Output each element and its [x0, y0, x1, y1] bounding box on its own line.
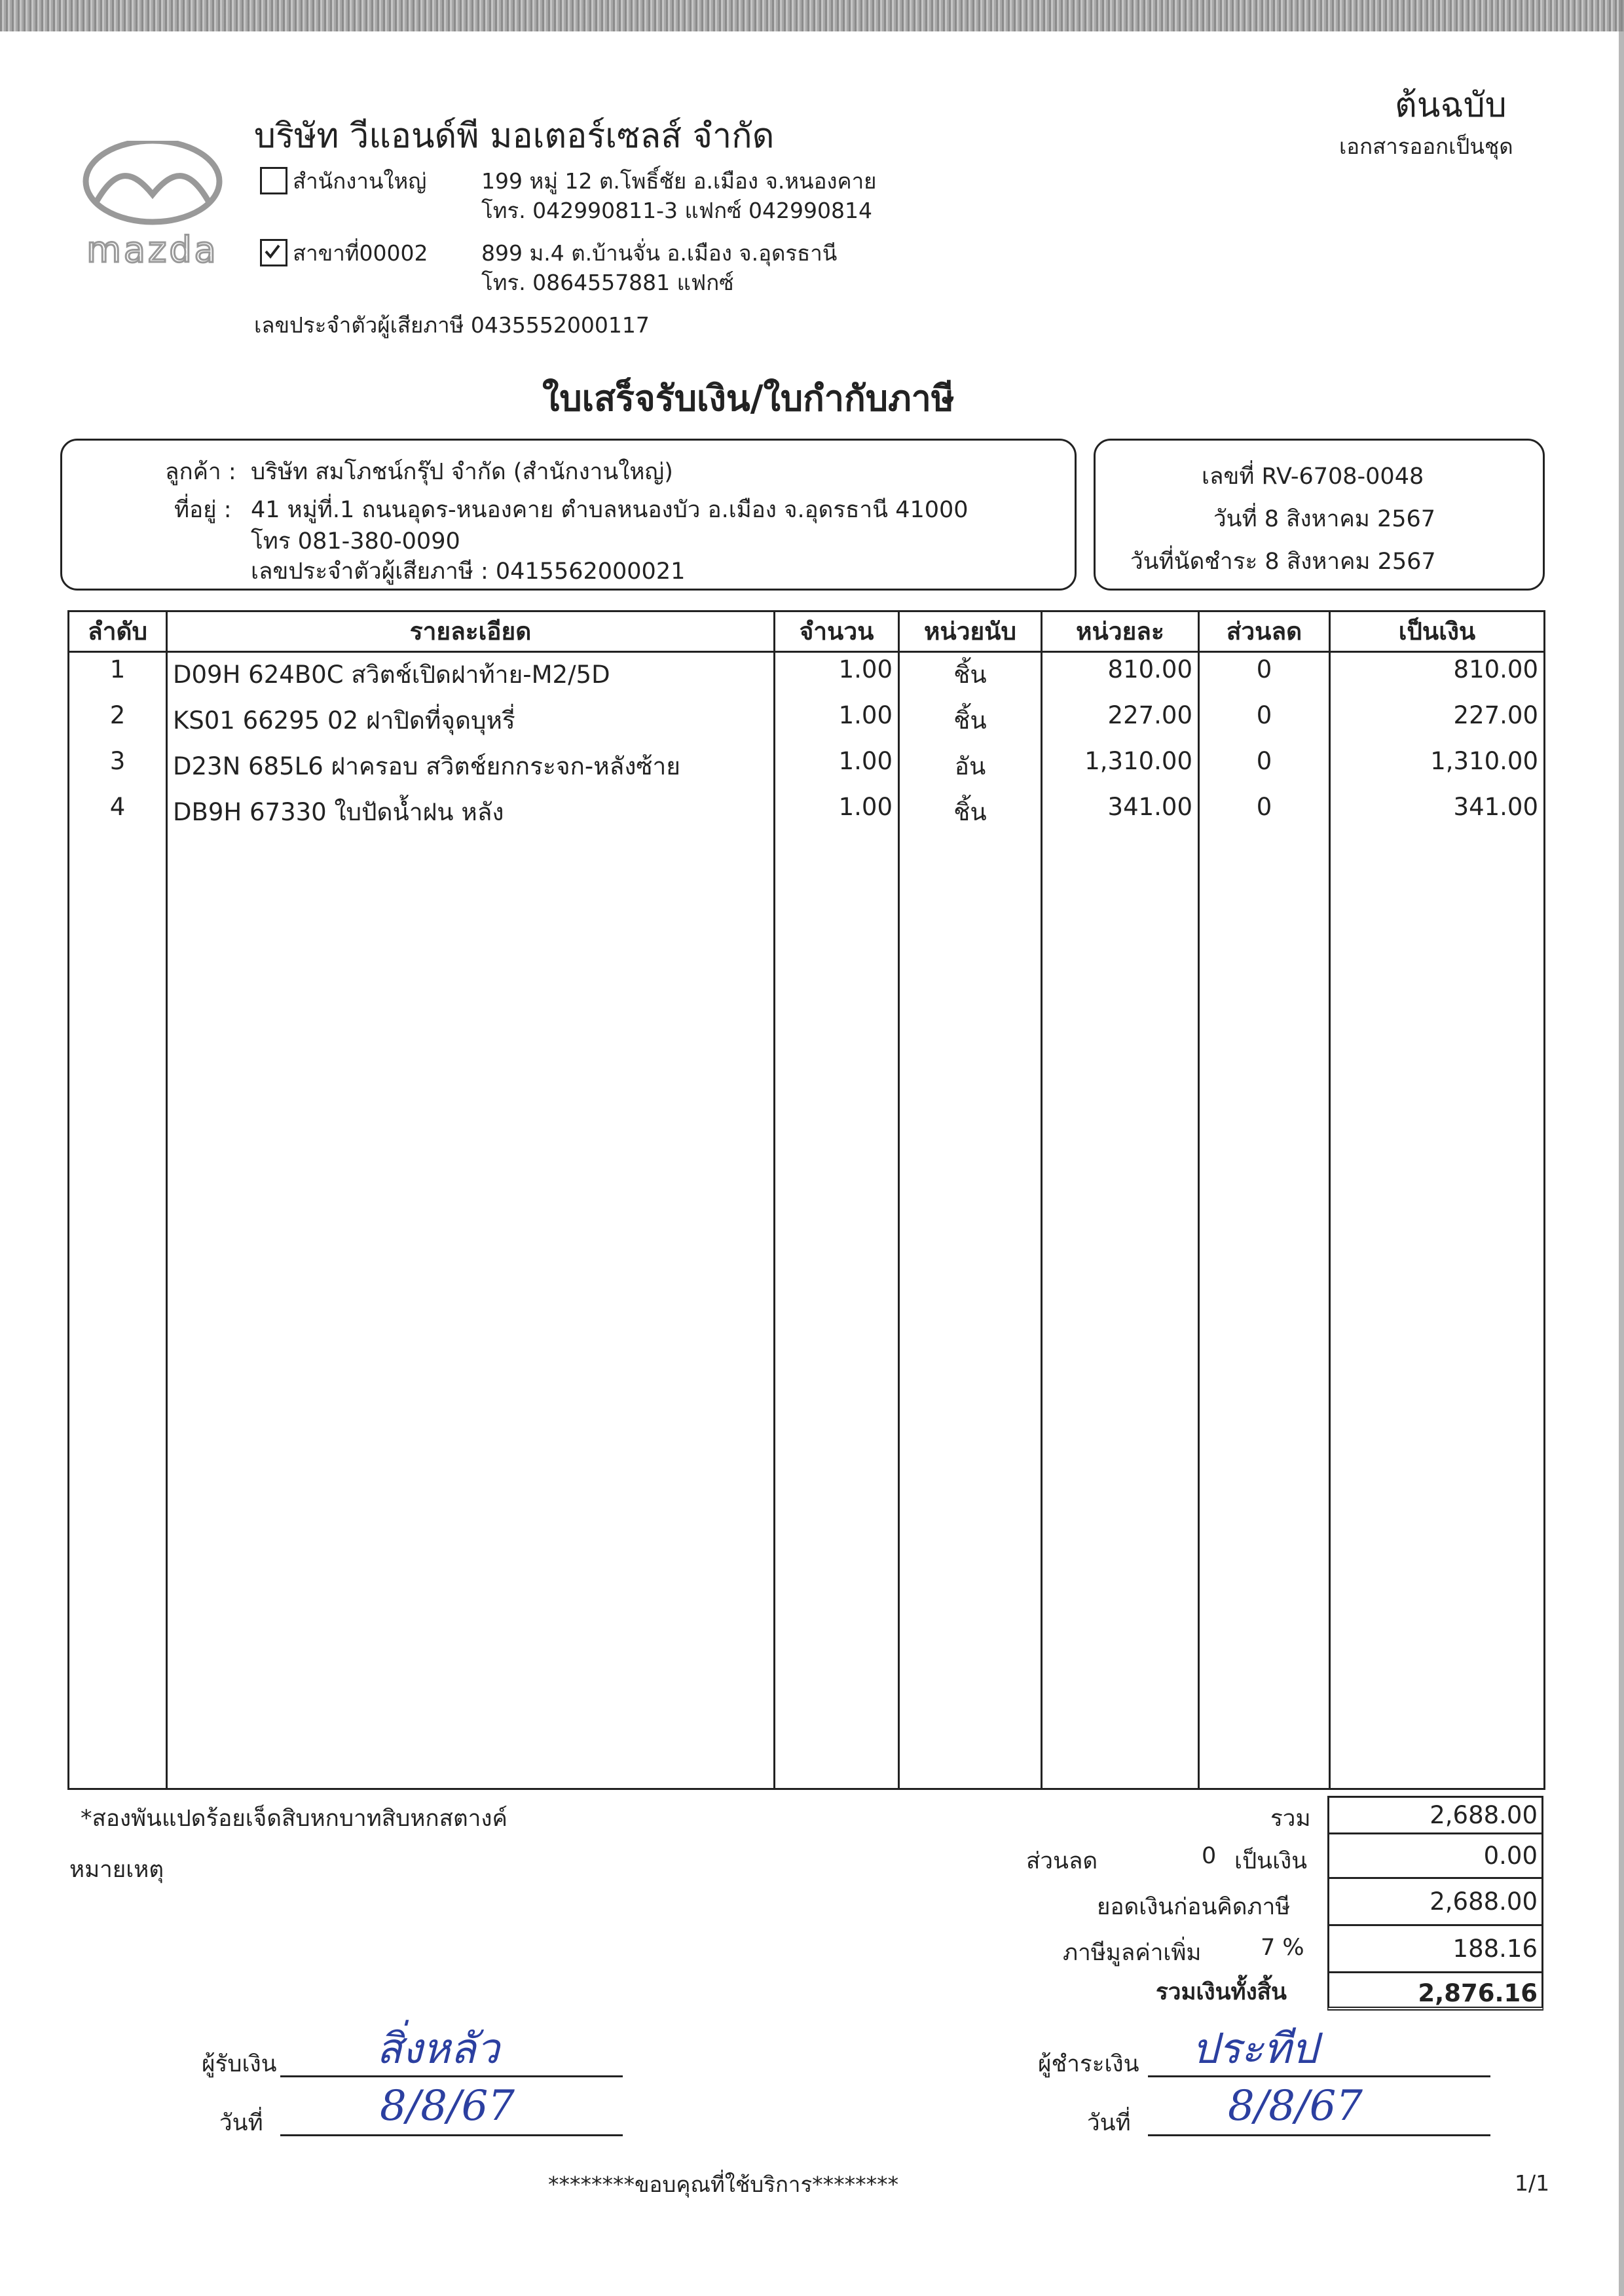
table-row — [69, 790, 1545, 836]
cell-unit-price: 1,310.00 — [1042, 744, 1199, 790]
cell-seq: 2 — [69, 699, 167, 744]
header-amount: เป็นเงิน — [1330, 611, 1545, 652]
cell-unit: ชิ้น — [899, 790, 1042, 836]
table-row — [69, 744, 1545, 790]
cell-amount: 1,310.00 — [1330, 744, 1545, 790]
header-discount: ส่วนลด — [1199, 611, 1330, 652]
table-row — [69, 652, 1545, 699]
vat-value: 188.16 — [1327, 1924, 1543, 1971]
pre-vat-label: ยอดเงินก่อนคิดภาษี — [1097, 1894, 1291, 1920]
discount-unit: เป็นเงิน — [1234, 1848, 1308, 1874]
branch-phone: โทร. 0864557881 แฟกซ์ — [481, 270, 734, 295]
receiver-label: ผู้รับเงิน — [202, 2051, 277, 2077]
payer-date-label: วันที่ — [1087, 2110, 1131, 2136]
address-label: ที่อยู่ : — [174, 497, 232, 523]
customer-address: 41 หมู่ที่.1 ถนนอุดร-หนองคาย ตำบลหนองบัว อ.เมือง จ.อุดรธานี 41000 — [251, 497, 969, 523]
branch-checkbox — [260, 239, 287, 266]
grand-total-label: รวมเงินทั้งสิ้น — [1156, 1979, 1287, 2005]
customer-phone: โทร 081-380-0090 — [251, 528, 460, 555]
cell-description: D09H 624B0C สวิตช์เปิดฝาท้าย-M2/5D — [167, 652, 775, 699]
branch-option — [260, 236, 428, 270]
cell-quantity: 1.00 — [775, 699, 899, 744]
customer-label: ลูกค้า : — [165, 459, 236, 485]
scan-edge-top — [0, 0, 1624, 31]
cell-quantity: 1.00 — [775, 790, 899, 836]
table-empty-space — [69, 836, 1545, 1789]
company-name: บริษัท วีแอนด์พี มอเตอร์เซลส์ จำกัด — [254, 117, 775, 156]
cell-unit-price: 810.00 — [1042, 652, 1199, 699]
receiver-date-line — [280, 2134, 623, 2136]
mazda-logo — [71, 141, 234, 274]
amount-in-words: *สองพันแปดร้อยเจ็ดสิบหกบาทสิบหกสตางค์ — [81, 1806, 507, 1832]
vat-rate: 7 % — [1261, 1935, 1304, 1961]
discount-percent: 0 — [1202, 1843, 1217, 1869]
company-tax-id: เลขประจำตัวผู้เสียภาษี 0435552000117 — [254, 312, 650, 338]
items-table — [67, 610, 1545, 1790]
thank-you-note: ********ขอบคุณที่ใช้บริการ******** — [548, 2172, 899, 2197]
header-description: รายละเอียด — [167, 611, 775, 652]
receiver-date-label: วันที่ — [219, 2110, 263, 2136]
header-unit-price: หน่วยละ — [1042, 611, 1199, 652]
customer-name: บริษัท สมโภชน์กรุ๊ป จำกัด (สำนักงานใหญ่) — [251, 459, 673, 485]
head-office-address: 199 หมู่ 12 ต.โพธิ์ชัย อ.เมือง จ.หนองคาย — [481, 168, 877, 194]
head-office-checkbox — [260, 167, 287, 194]
cell-seq: 1 — [69, 652, 167, 699]
cell-quantity: 1.00 — [775, 744, 899, 790]
logo-wordmark: mazda — [86, 229, 219, 270]
copy-label: ต้นฉบับ — [1395, 86, 1507, 125]
table-header-row — [69, 611, 1545, 652]
customer-tax-id: เลขประจำตัวผู้เสียภาษี : 0415562000021 — [251, 558, 686, 585]
checkmark-icon — [263, 242, 282, 261]
discount-value: 0.00 — [1327, 1832, 1543, 1877]
cell-unit: ชิ้น — [899, 652, 1042, 699]
header-seq: ลำดับ — [69, 611, 167, 652]
header-unit: หน่วยนับ — [899, 611, 1042, 652]
page-number: 1/1 — [1515, 2170, 1550, 2196]
cell-description: KS01 66295 02 ฝาปิดที่จุดบุหรี่ — [167, 699, 775, 744]
payer-date: 8/8/67 — [1228, 2082, 1363, 2130]
payer-signature: ประทีป — [1192, 2025, 1318, 2073]
table-row — [69, 699, 1545, 744]
discount-label: ส่วนลด — [1026, 1848, 1098, 1874]
branch-address: 899 ม.4 ต.บ้านจั่น อ.เมือง จ.อุดรธานี — [481, 240, 838, 266]
grand-total-value: 2,876.16 — [1327, 1971, 1543, 2011]
document-title: ใบเสร็จรับเงิน/ใบกำกับภาษี — [542, 378, 955, 419]
due-date: วันที่นัดชำระ 8 สิงหาคม 2567 — [1130, 549, 1436, 575]
payer-date-line — [1148, 2134, 1490, 2136]
receiver-date: 8/8/67 — [380, 2082, 515, 2130]
cell-description: DB9H 67330 ใบปัดน้ำฝน หลัง — [167, 790, 775, 836]
head-office-phone: โทร. 042990811-3 แฟกซ์ 042990814 — [481, 198, 872, 223]
head-office-label: สำนักงานใหญ่ — [293, 168, 427, 194]
cell-amount: 810.00 — [1330, 652, 1545, 699]
document-number: เลขที่ RV-6708-0048 — [1202, 464, 1424, 490]
branch-label: สาขาที่00002 — [293, 240, 428, 266]
cell-unit-price: 227.00 — [1042, 699, 1199, 744]
mazda-emblem-icon — [71, 141, 234, 272]
head-office-option — [260, 164, 426, 198]
scan-edge-right — [1619, 0, 1624, 2296]
cell-discount: 0 — [1199, 744, 1330, 790]
cell-unit: ชิ้น — [899, 699, 1042, 744]
cell-unit-price: 341.00 — [1042, 790, 1199, 836]
copy-note: เอกสารออกเป็นชุด — [1339, 134, 1513, 159]
vat-label: ภาษีมูลค่าเพิ่ม — [1063, 1940, 1202, 1966]
header-quantity: จำนวน — [775, 611, 899, 652]
cell-seq: 3 — [69, 744, 167, 790]
cell-amount: 341.00 — [1330, 790, 1545, 836]
pre-vat-value: 2,688.00 — [1327, 1877, 1543, 1924]
cell-discount: 0 — [1199, 790, 1330, 836]
payer-label: ผู้ชำระเงิน — [1038, 2051, 1139, 2077]
document-date: วันที่ 8 สิงหาคม 2567 — [1213, 506, 1436, 532]
subtotal-value: 2,688.00 — [1327, 1796, 1543, 1832]
cell-unit: อัน — [899, 744, 1042, 790]
subtotal-label: รวม — [1270, 1806, 1311, 1832]
cell-seq: 4 — [69, 790, 167, 836]
cell-description: D23N 685L6 ฝาครอบ สวิตช์ยกกระจก-หลังซ้าย — [167, 744, 775, 790]
cell-discount: 0 — [1199, 699, 1330, 744]
cell-quantity: 1.00 — [775, 652, 899, 699]
cell-amount: 227.00 — [1330, 699, 1545, 744]
receiver-signature: สิ่งหลัว — [377, 2025, 500, 2073]
remarks-label: หมายเหตุ — [69, 1857, 164, 1883]
cell-discount: 0 — [1199, 652, 1330, 699]
